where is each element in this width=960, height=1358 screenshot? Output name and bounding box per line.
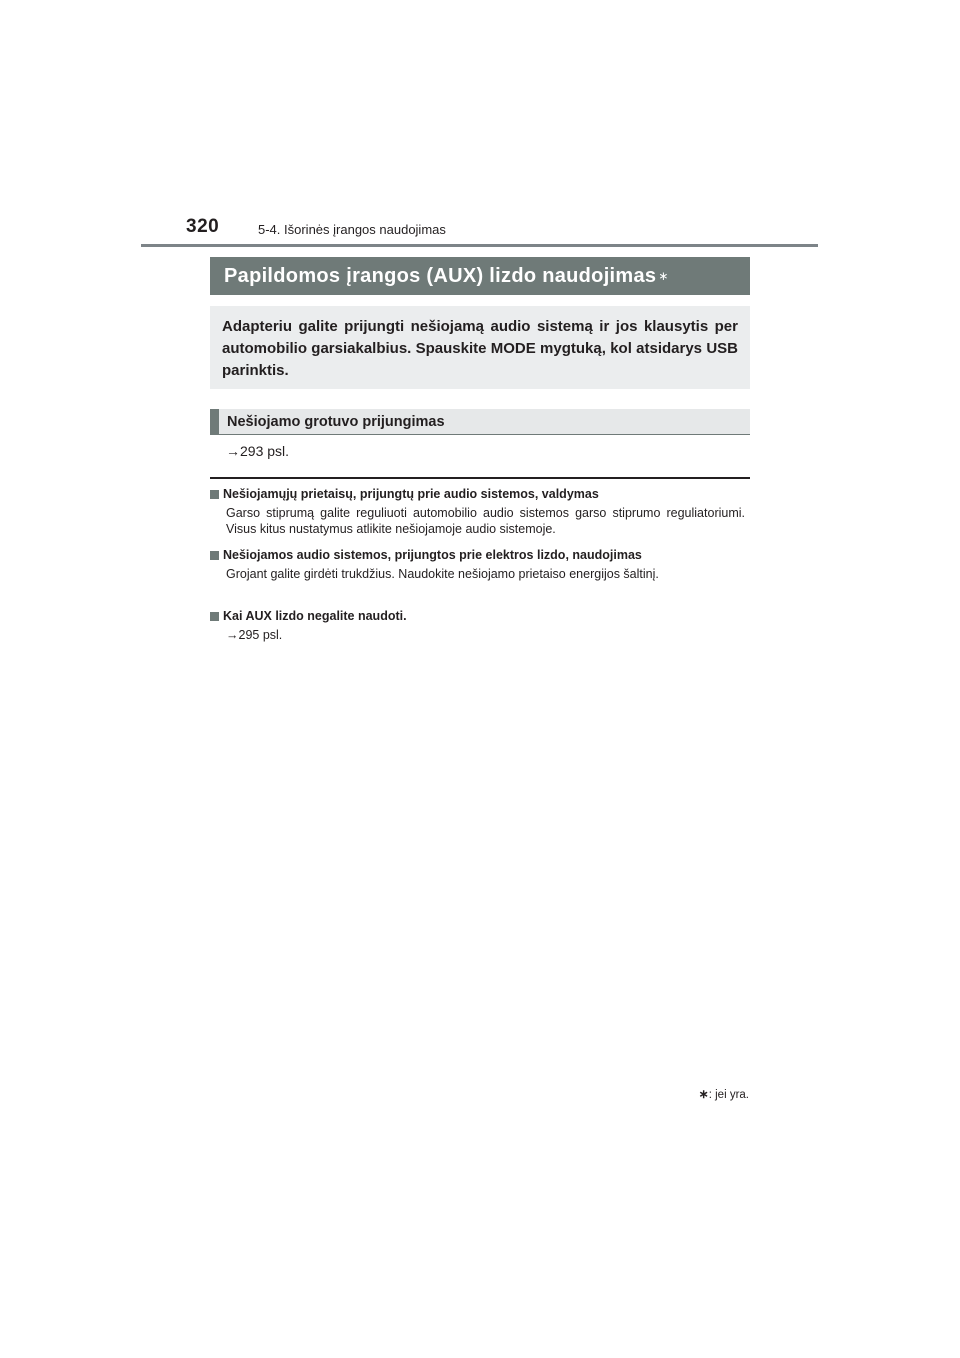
note-item <box>210 608 745 643</box>
note-item <box>210 486 745 537</box>
note-title-text: Nešiojamos audio sistemos, prijungtos prie elektros lizdo, naudojimas <box>223 548 642 562</box>
title-asterisk: ∗ <box>658 269 669 283</box>
square-bullet-icon <box>210 612 219 621</box>
page-reference: →293 psl. <box>226 443 290 459</box>
page-title: Papildomos įrangos (AUX) lizdo naudojimas <box>224 264 657 287</box>
note-body: Garso stiprumą galite reguliuoti automobilio audio sistemos garso stiprumo reguliatoriumi. Visus kitus nustatymus atlikite nešiojamoje audio sistemoje. <box>226 506 745 536</box>
square-bullet-icon <box>210 551 219 560</box>
intro-text: Adapteriu galite prijungti nešiojamą audio sistemą ir jos klausytis per automobilio garsiakalbius. Spauskite MODE mygtuką, kol atsidarys USB parinktis. <box>222 318 738 379</box>
notes-divider <box>210 477 750 479</box>
note-item <box>210 547 745 582</box>
note-title <box>210 608 745 624</box>
square-bullet-icon <box>210 490 219 499</box>
subsection-heading <box>210 409 750 435</box>
title-banner <box>210 257 750 295</box>
note-page-reference: →295 psl. <box>226 628 283 642</box>
footnote <box>699 1087 749 1101</box>
asterisk-icon: ∗ <box>698 1087 709 1101</box>
note-title <box>210 547 745 563</box>
note-title <box>210 486 745 502</box>
note-body: Grojant galite girdėti trukdžius. Naudokite nešiojamo prietaiso energijos šaltinį. <box>226 567 659 581</box>
intro-box <box>210 306 750 389</box>
note-title-text: Nešiojamųjų prietaisų, prijungtų prie audio sistemos, valdymas <box>223 487 599 501</box>
footnote-text: : jei yra. <box>708 1089 749 1101</box>
note-title-text: Kai AUX lizdo negalite naudoti. <box>223 609 407 623</box>
page-number: 320 <box>186 216 220 237</box>
subsection-heading-text: Nešiojamo grotuvo prijungimas <box>227 413 445 430</box>
header-divider <box>141 244 818 247</box>
section-heading: 5-4. Išorinės įrangos naudojimas <box>258 222 446 237</box>
